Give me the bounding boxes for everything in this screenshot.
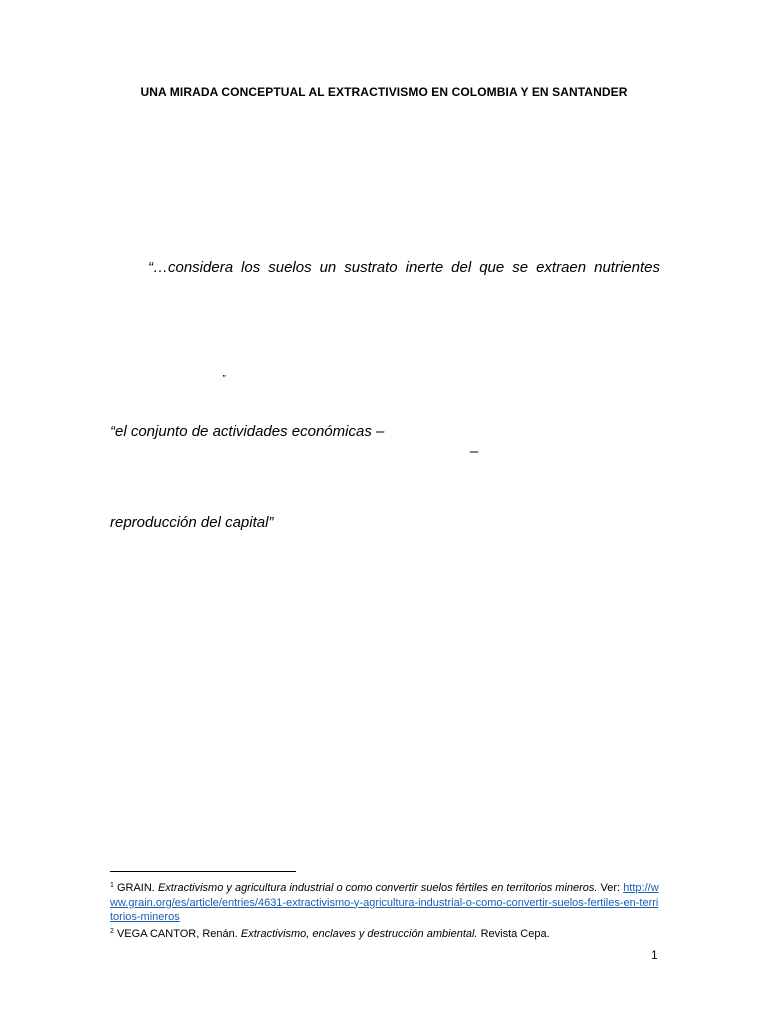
quote-suelos: “…considera los suelos un sustrato inerte del que se extraen nutrientes bbox=[148, 259, 660, 276]
footnote-2 bbox=[110, 925, 660, 942]
footnote-author: VEGA CANTOR, Renán. bbox=[116, 927, 238, 940]
document-title: UNA MIRADA CONCEPTUAL AL EXTRACTIVISMO EN COLOMBIA Y EN SANTANDER bbox=[140, 85, 628, 99]
footnotes bbox=[110, 879, 660, 941]
footnote-marker: 1 bbox=[110, 882, 114, 889]
footnote-author: GRAIN. bbox=[116, 882, 155, 894]
footnote-link[interactable]: http://www.grain.org/es/article/entries/4631-extractivismo-y-agricultura-industrial-o-como-convertir-suelos-fertiles-en-territorios-mineros bbox=[110, 882, 659, 923]
footnote-1 bbox=[110, 879, 660, 925]
footnote-separator bbox=[110, 871, 296, 872]
page-number: 1 bbox=[651, 948, 658, 962]
footnote-suffix: Ver: bbox=[600, 882, 621, 894]
footnote-marker: 2 bbox=[110, 927, 114, 935]
footnote-suffix: Revista Cepa. bbox=[480, 927, 550, 940]
quote-dash: – bbox=[470, 443, 479, 460]
footnote-work-title: Extractivismo y agricultura industrial o como convertir suelos fértiles en territorios mineros. bbox=[157, 882, 598, 894]
quote-conjunto-actividades: “el conjunto de actividades económicas – bbox=[110, 423, 385, 440]
quote-reproduccion-capital: reproducción del capital” bbox=[110, 514, 274, 531]
footnote-work-title: Extractivismo, enclaves y destrucción ambiental. bbox=[240, 927, 478, 940]
quote-closing-mark: ” bbox=[222, 374, 226, 385]
